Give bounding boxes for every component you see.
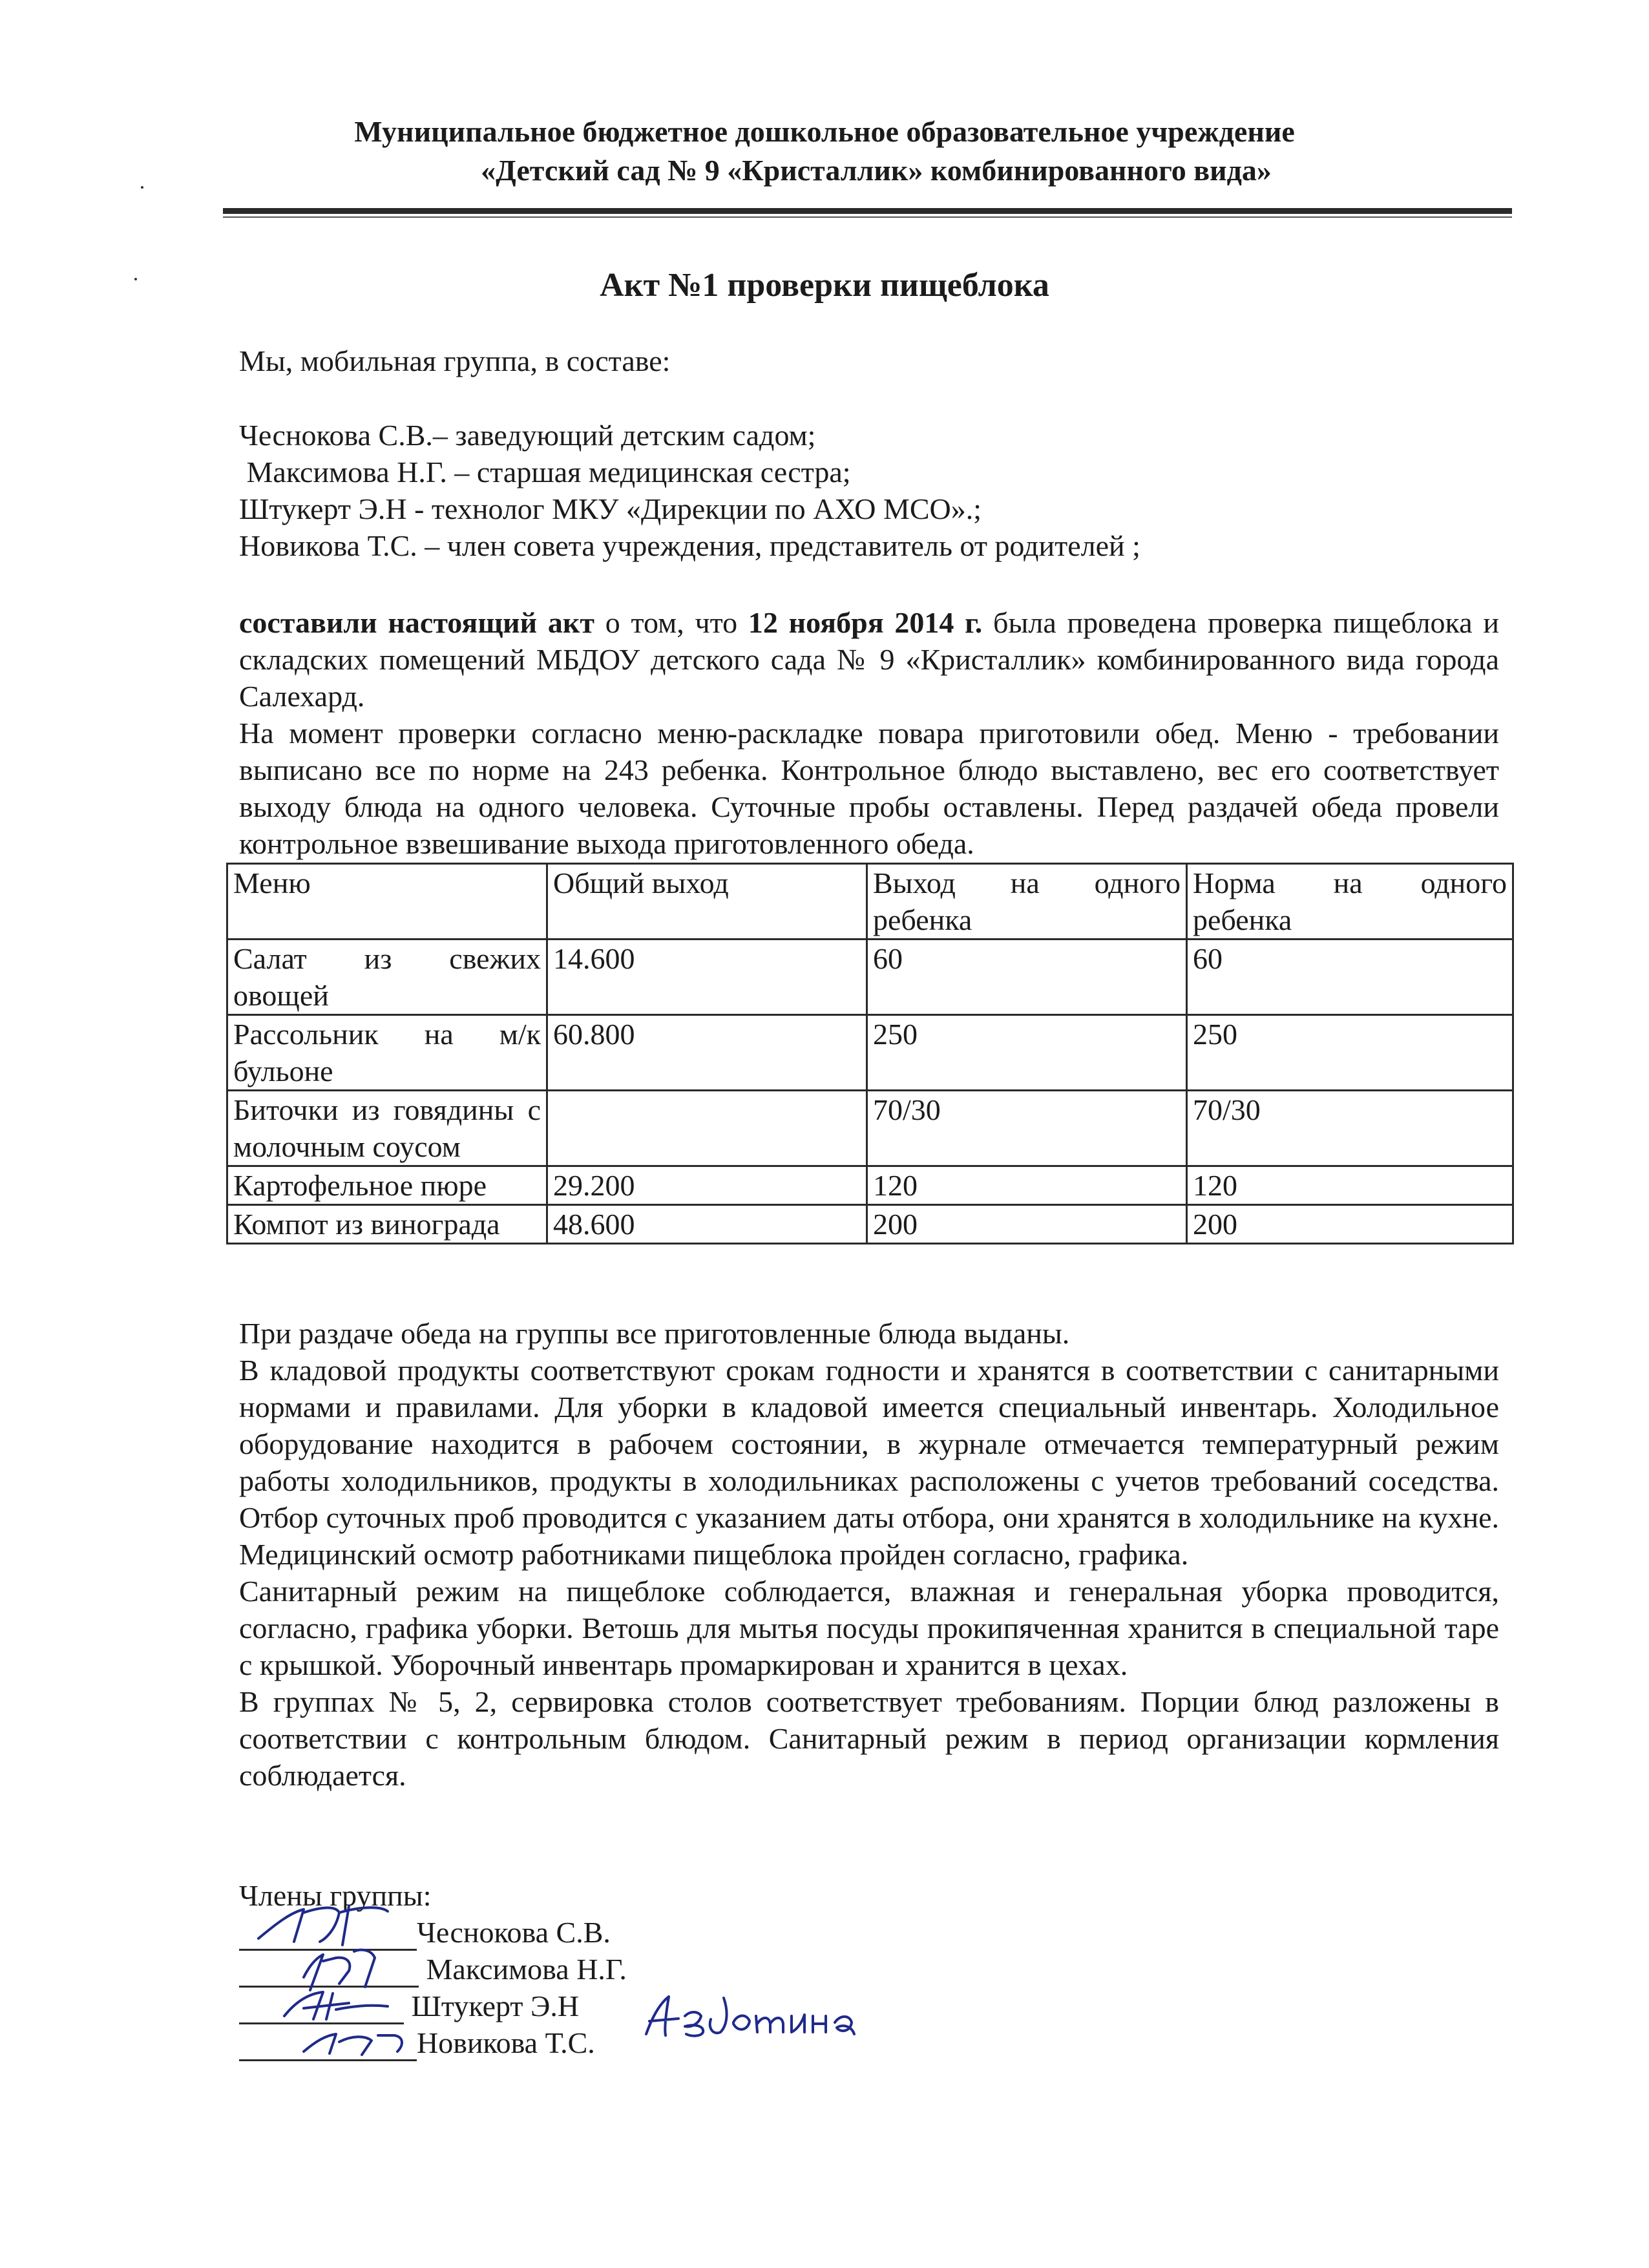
letterhead-line-1: Муниципальное бюджетное дошкольное образовательное учреждение bbox=[354, 115, 1295, 148]
document-title: Акт №1 проверки пищеблока bbox=[600, 267, 1049, 304]
letterhead-line-2: «Детский сад № 9 «Кристаллик» комбинированного вида» bbox=[481, 154, 1272, 187]
act-text: была проведена проверка пищеблока и складских помещений МБДОУ детского сада № 9 «Кристаллик» комбинированного вида города Салехард. bbox=[239, 606, 1499, 713]
signature-maksimova bbox=[304, 1950, 375, 1990]
table-cell: Салат из свежих овощей bbox=[227, 940, 547, 1015]
table-cell: 60.800 bbox=[547, 1015, 867, 1091]
table-cell: 14.600 bbox=[547, 940, 867, 1015]
act-bold-lead: составили настоящий акт bbox=[239, 606, 595, 639]
table-cell: Рассольник на м/к бульоне bbox=[227, 1015, 547, 1091]
table-cell: 120 bbox=[867, 1166, 1187, 1205]
member-line: Чеснокова С.В.– заведующий детским садом; bbox=[239, 419, 816, 452]
table-cell: 70/30 bbox=[1187, 1091, 1513, 1166]
table-cell: 48.600 bbox=[547, 1205, 867, 1244]
table-cell: 120 bbox=[1187, 1166, 1513, 1205]
act-date: 12 ноября 2014 г. bbox=[748, 606, 983, 639]
findings-paragraph: В кладовой продукты соответствуют срокам годности и хранятся в соответствии с санитарными нормами и правилами. Для уборки в кладовой имеется специальный инвентарь. Холодильное оборудование находится в рабочем состоянии, в журнале отмечается температурный режим работы холодильников, продукты в холодильниках расположены с учетов требований соседства. Отбор суточных проб проводится с указанием даты отбора, они хранятся в холодильнике на кухне. Медицинский осмотр работниками пищеблока пройден согласно, графика. bbox=[239, 1354, 1499, 1571]
table-cell: 60 bbox=[1187, 940, 1513, 1015]
signature-novikova bbox=[304, 2034, 402, 2055]
member-line: Новикова Т.С. – член совета учреждения, представитель от родителей ; bbox=[239, 529, 1140, 562]
table-cell: Биточки из говядины с молочным соусом bbox=[227, 1091, 547, 1166]
member-line: Максимова Н.Г. – старшая медицинская сестра; bbox=[239, 456, 851, 488]
findings-paragraph: Санитарный режим на пищеблоке соблюдается, влажная и генеральная уборка проводится, согласно, графика уборки. Ветошь для мытья посуды прокипяченная хранится в специальной таре с крышкой. Уборочный инвентарь промаркирован и хранится в цехах. bbox=[239, 1575, 1499, 1681]
check-paragraph: На момент проверки согласно меню-раскладке повара приготовили обед. Меню - требовании выписано все по норме на 243 ребенка. Контрольное блюдо выставлено, вес его соответствует выходу блюда на одного человека. Суточные пробы оставлены. Перед раздачей обеда провели контрольное взвешивание выхода приготовленного обеда. bbox=[239, 717, 1499, 860]
table-cell: 250 bbox=[867, 1015, 1187, 1091]
table-cell: 200 bbox=[867, 1205, 1187, 1244]
table-cell: 70/30 bbox=[867, 1091, 1187, 1166]
signer-name: Штукерт Э.Н bbox=[404, 1990, 580, 2022]
findings-paragraph: В группах № 5, 2, сервировка столов соответствует требованиям. Порции блюд разложены в соответствии с контрольным блюдом. Санитарный режим в период организации кормления соблюдается. bbox=[239, 1685, 1499, 1792]
signer-name: Чеснокова С.В. bbox=[417, 1916, 611, 1949]
signature-shtukert bbox=[284, 1992, 388, 2019]
table-header-cell: Выход на одного ребенка bbox=[867, 864, 1187, 940]
table-cell: 250 bbox=[1187, 1015, 1513, 1091]
table-cell: 60 bbox=[867, 940, 1187, 1015]
table-cell: 200 bbox=[1187, 1205, 1513, 1244]
handwritten-name: Авдошина bbox=[646, 2035, 649, 2036]
act-text: о том, что bbox=[594, 606, 748, 639]
signature-chesnokova bbox=[258, 1906, 388, 1945]
signer-name: Максимова Н.Г. bbox=[419, 1953, 627, 1986]
table-cell: Картофельное пюре bbox=[227, 1166, 547, 1205]
table-cell: 29.200 bbox=[547, 1166, 867, 1205]
member-line: Штукерт Э.Н - технолог МКУ «Дирекции по АХО МСО».; bbox=[239, 492, 982, 525]
signer-name: Новикова Т.С. bbox=[417, 2026, 595, 2059]
table-header-cell: Меню bbox=[227, 864, 547, 940]
table-header-cell: Общий выход bbox=[547, 864, 867, 940]
signatures-label: Члены группы: bbox=[239, 1879, 432, 1912]
table-cell: Компот из винограда bbox=[227, 1205, 547, 1244]
table-header-cell: Норма на одного ребенка bbox=[1187, 864, 1513, 940]
intro-text: Мы, мобильная группа, в составе: bbox=[239, 344, 671, 377]
signature-avdoshina bbox=[646, 1997, 854, 2036]
findings-paragraph: При раздаче обеда на группы все приготовленные блюда выданы. bbox=[239, 1317, 1070, 1350]
